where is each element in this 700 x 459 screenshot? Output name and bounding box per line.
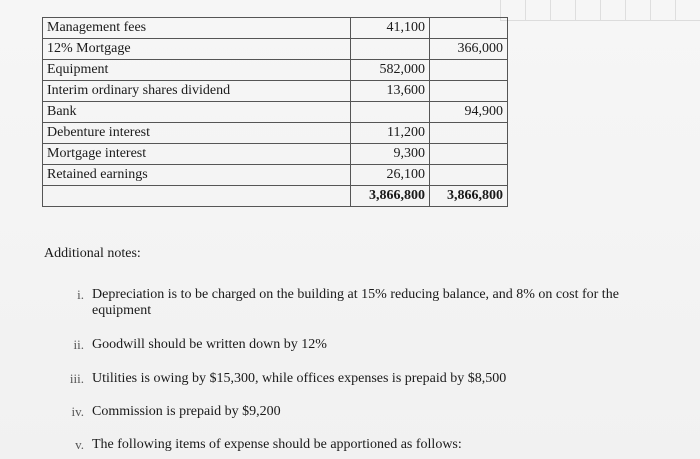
table-row	[43, 81, 508, 102]
row-description: Management fees	[43, 18, 351, 39]
note-number: v.	[75, 437, 84, 452]
table-row	[43, 123, 508, 144]
table-row	[43, 102, 508, 123]
note-text: Depreciation is to be charged on the building at 15% reducing balance, and 8% on cost for the equipment	[92, 287, 619, 318]
row-description: 12% Mortgage	[43, 39, 351, 60]
row-debit	[351, 102, 430, 123]
row-credit	[430, 165, 508, 186]
totals-description	[43, 186, 351, 207]
note-text: Goodwill should be written down by 12%	[92, 337, 327, 352]
note-number: iii.	[69, 371, 84, 386]
row-debit: 11,200	[351, 123, 430, 144]
trial-balance-table	[42, 17, 508, 207]
row-credit: 366,000	[430, 39, 508, 60]
row-debit: 13,600	[351, 81, 430, 102]
row-credit	[430, 60, 508, 81]
credit-total: 3,866,800	[430, 186, 508, 207]
note-text: The following items of expense should be apportioned as follows:	[92, 437, 462, 452]
note-text: Commission is prepaid by $9,200	[92, 404, 281, 419]
row-description: Debenture interest	[43, 123, 351, 144]
note-number: iv.	[71, 404, 84, 419]
row-description: Equipment	[43, 60, 351, 81]
row-debit: 26,100	[351, 165, 430, 186]
row-debit: 41,100	[351, 18, 430, 39]
row-description: Interim ordinary shares dividend	[43, 81, 351, 102]
notes-title: Additional notes:	[44, 246, 141, 261]
row-description: Bank	[43, 102, 351, 123]
note-number: i.	[77, 287, 84, 302]
row-debit: 9,300	[351, 144, 430, 165]
note-number: ii.	[73, 337, 84, 352]
note-text: Utilities is owing by $15,300, while offices expenses is prepaid by $8,500	[92, 371, 507, 386]
row-credit	[430, 123, 508, 144]
table-row	[43, 18, 508, 39]
table-row	[43, 60, 508, 81]
table-row	[43, 39, 508, 60]
totals-row	[43, 186, 508, 207]
debit-total: 3,866,800	[351, 186, 430, 207]
row-description: Mortgage interest	[43, 144, 351, 165]
row-credit	[430, 144, 508, 165]
row-credit	[430, 81, 508, 102]
faint-grid-edge	[500, 0, 700, 21]
table-row	[43, 144, 508, 165]
table-row	[43, 165, 508, 186]
row-debit: 582,000	[351, 60, 430, 81]
row-credit	[430, 18, 508, 39]
row-description: Retained earnings	[43, 165, 351, 186]
row-credit: 94,900	[430, 102, 508, 123]
row-debit	[351, 39, 430, 60]
